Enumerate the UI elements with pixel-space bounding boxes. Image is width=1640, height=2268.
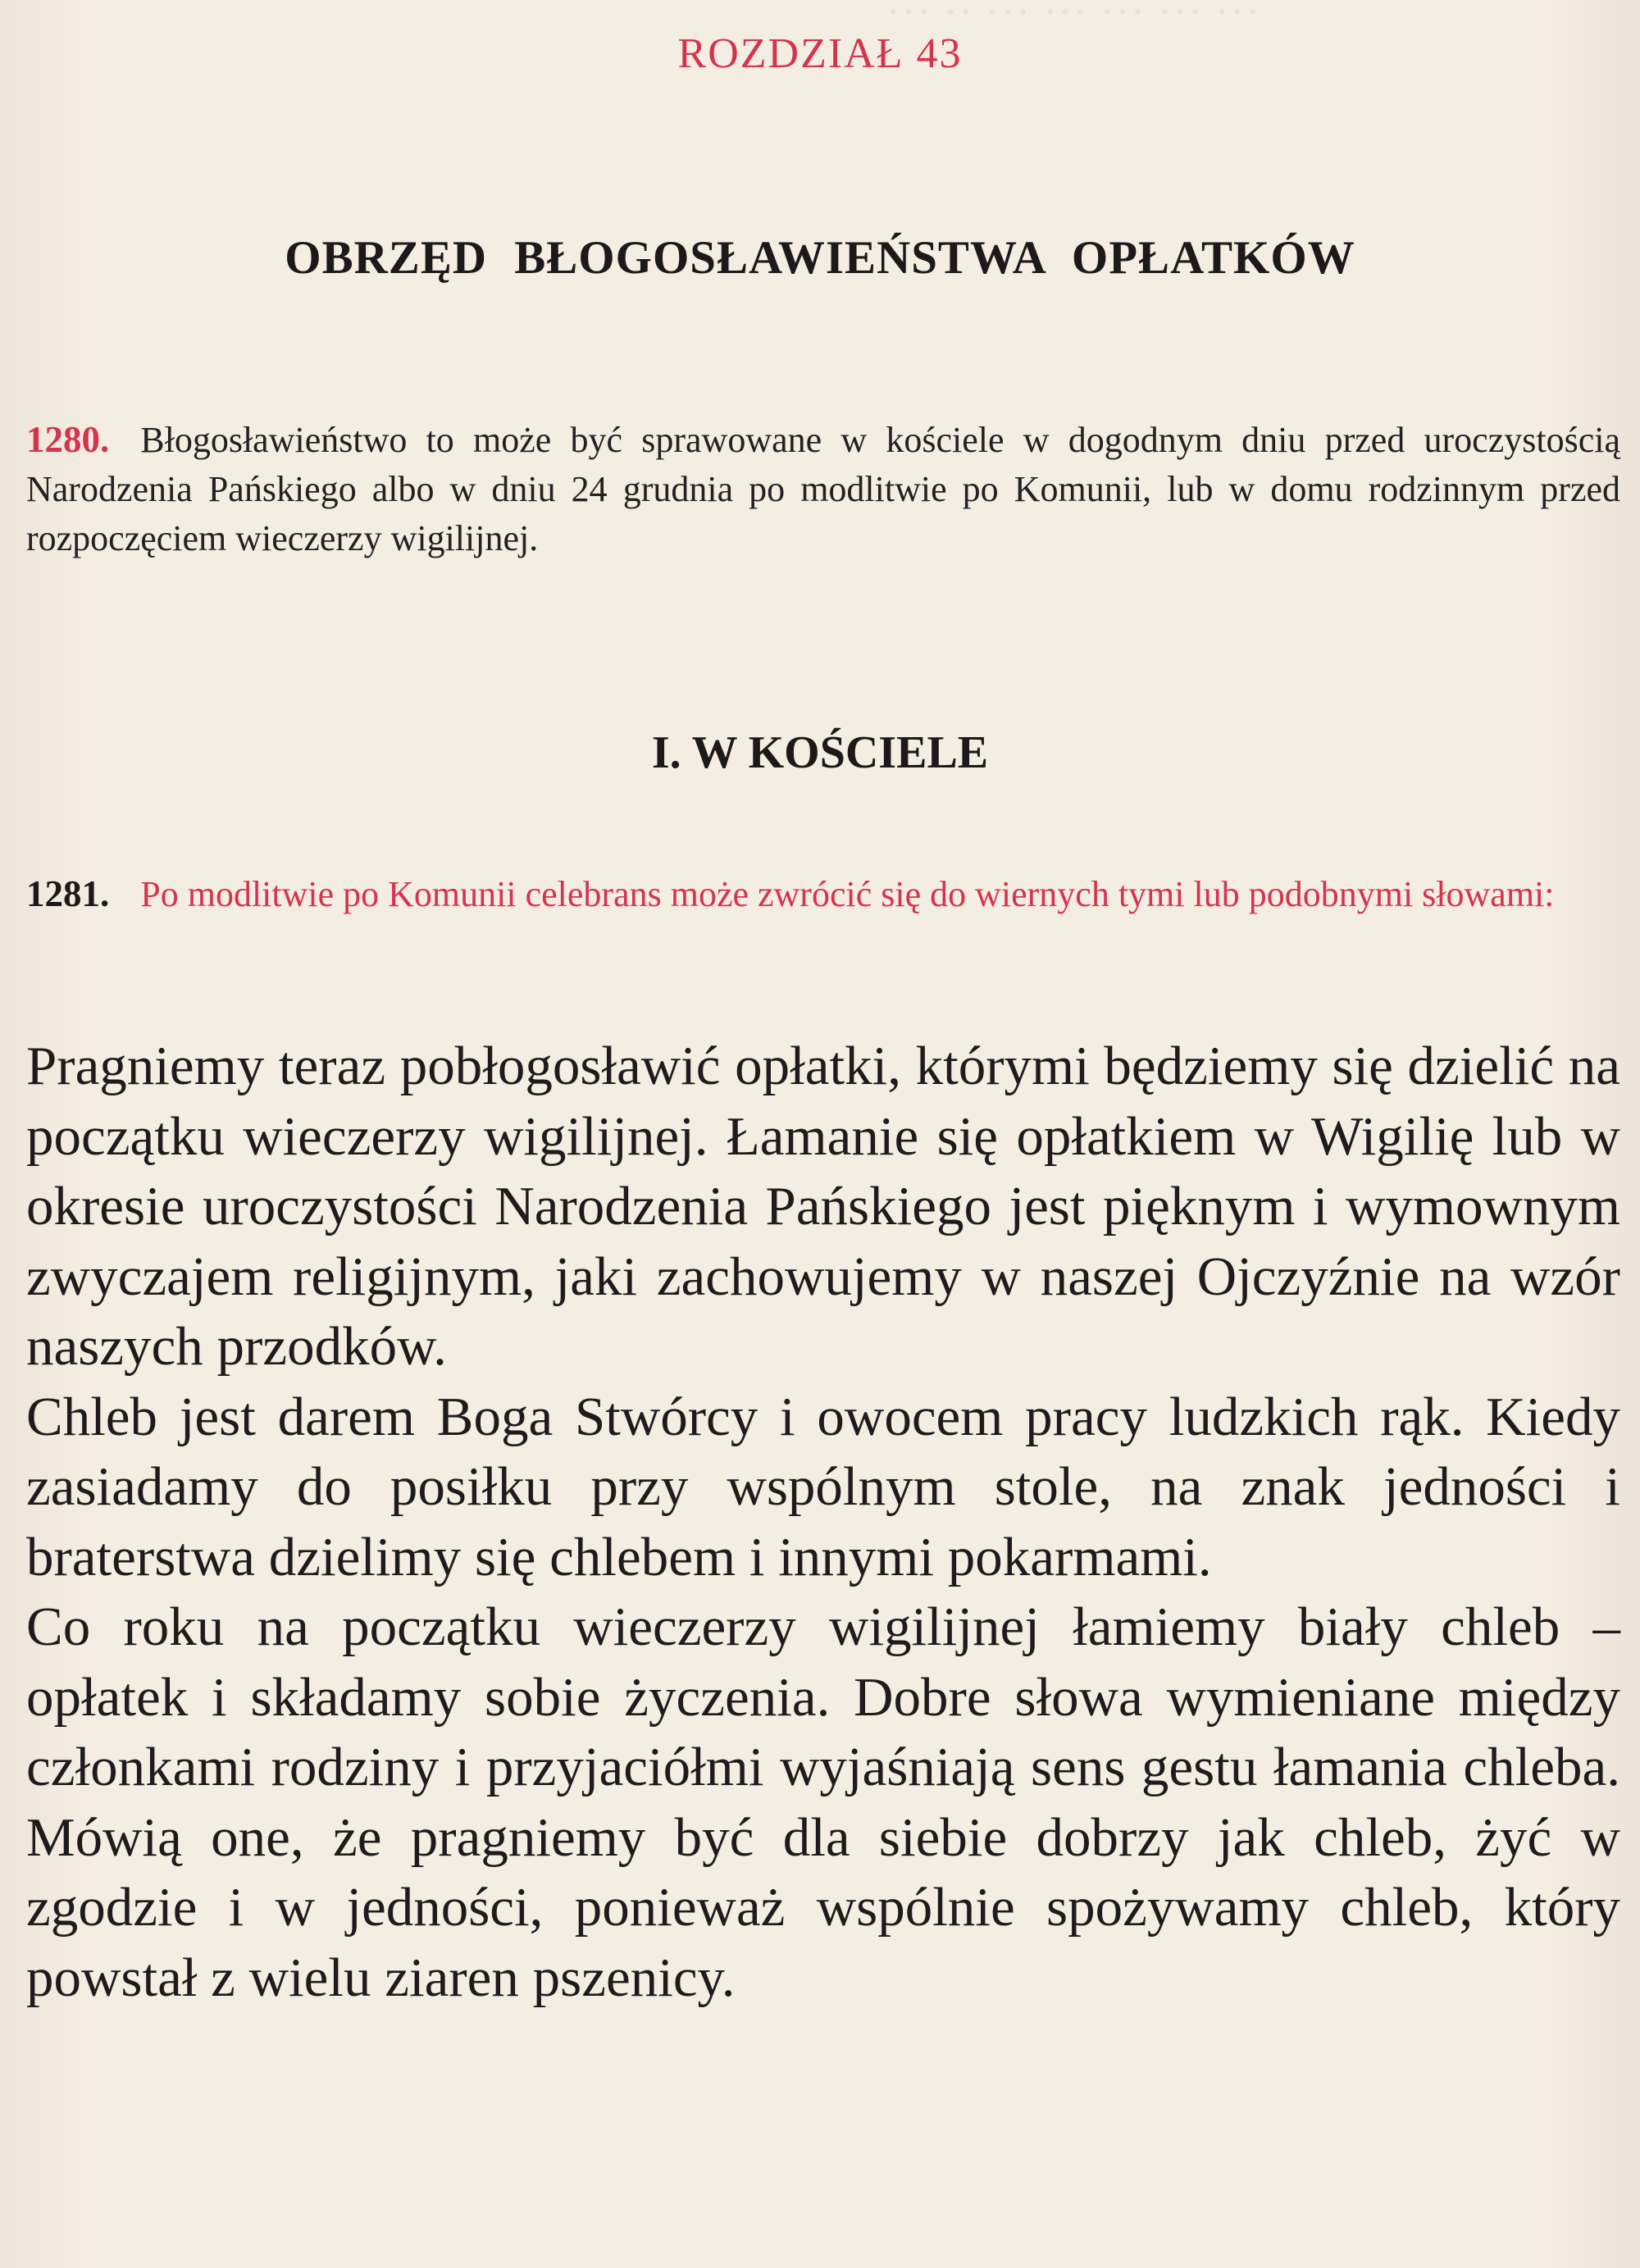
- chapter-label: ROZDZIAŁ 43: [677, 30, 963, 77]
- paragraph-text: Błogosławieństwo to może być sprawowane w kościele w dogodnym dniu przed uroczystością Narodzenia Pańskiego albo w dniu 24 grudnia po modlitwie po Komunii, lub w domu rodzinnym przed rozpoczęciem wieczerzy wigilijnej.: [26, 420, 1620, 558]
- paragraph-number: 1281.: [26, 873, 110, 914]
- paragraph-1280: [26, 415, 1620, 563]
- bleed-through-text: ··· ·· ··· ··· ··· ··· ···: [886, 0, 1260, 38]
- address-text: [26, 1032, 1620, 2013]
- paragraph-1281: [26, 869, 1620, 919]
- page-title: OBRZĘD BŁOGOSŁAWIEŃSTWA OPŁATKÓW: [285, 232, 1355, 284]
- address-paragraph: Chleb jest darem Boga Stwórcy i owocem pracy ludzkich rąk. Kiedy zasiadamy do posiłku przy wspólnym stole, na znak jedności i braterstwa dzielimy się chlebem i innymi pokarmami.: [26, 1386, 1620, 1587]
- address-paragraph: Pragniemy teraz pobłogosławić opłatki, którymi będziemy się dzielić na początku wieczerzy wigilijnej. Łamanie się opłatkiem w Wigilię lub w okresie uroczystości Narodzenia Pańskiego jest pięknym i wymownym zwyczajem religijnym, jaki zachowujemy w naszej Ojczyźnie na wzór naszych przodków.: [26, 1036, 1620, 1377]
- paragraph-number: 1280.: [26, 419, 110, 460]
- rubric-text: Po modlitwie po Komunii celebrans może zwrócić się do wiernych tymi lub podobnymi słowami:: [140, 874, 1555, 914]
- address-paragraph: Co roku na początku wieczerzy wigilijnej łamiemy biały chleb – opłatek i składamy sobie życzenia. Dobre słowa wymieniane między członkami rodziny i przyjaciółmi wyjaśniają sens gestu łamania chleba. Mówią one, że pragniemy być dla siebie dobrzy jak chleb, żyć w zgodzie i w jedności, ponieważ wspólnie spożywamy chleb, który powstał z wielu ziaren pszenicy.: [26, 1596, 1620, 2008]
- section-heading: I. W KOŚCIELE: [651, 727, 989, 778]
